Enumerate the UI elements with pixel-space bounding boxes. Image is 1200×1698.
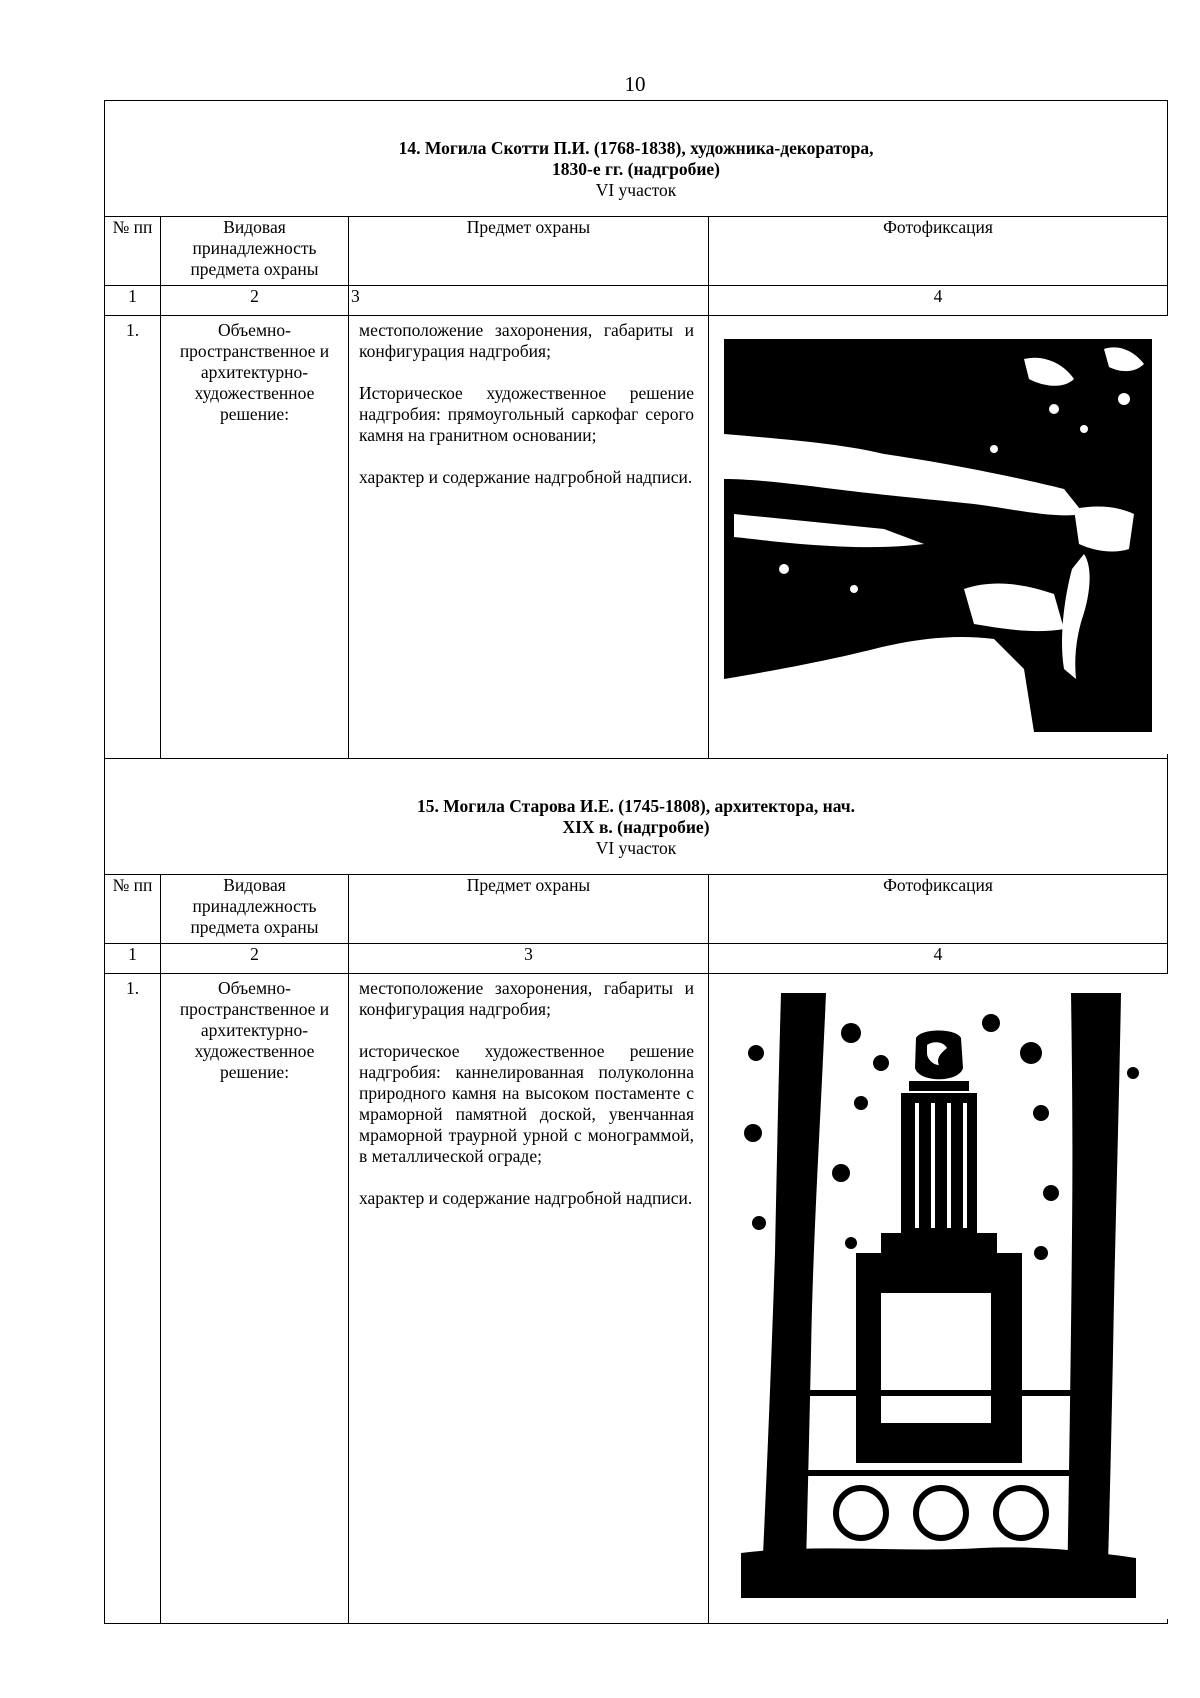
row-kind: Объемно-пространственное и архитектурно-художественное решение: xyxy=(161,316,349,759)
table-row xyxy=(105,316,1168,759)
row-description xyxy=(349,316,709,759)
description-paragraph: местоположение захоронения, габариты и конфигурация надгробия; xyxy=(359,978,694,1019)
description-paragraph: местоположение захоронения, габариты и конфигурация надгробия; xyxy=(359,320,694,361)
entry-title-line2: XIX в. (надгробие) xyxy=(562,817,710,837)
column-header-row xyxy=(105,875,1168,944)
index-cell: 4 xyxy=(709,944,1168,974)
header-num: № пп xyxy=(105,217,161,286)
header-photo: Фотофиксация xyxy=(709,217,1168,286)
index-cell: 2 xyxy=(161,286,349,316)
entry-section: VI участок xyxy=(595,838,677,858)
photo-cell xyxy=(709,316,1168,759)
description-paragraph: историческое художественное решение надгробия: каннелированная полуколонна природного камня на высоком постаменте с мраморной памятной доской, увенчанная мраморной траурной урной с монограммой, в металлической ограде; xyxy=(359,1041,694,1166)
index-cell: 3 xyxy=(349,944,709,974)
entry-title-line1: 14. Могила Скотти П.И. (1768-1838), художника-декоратора, xyxy=(398,138,874,158)
entry-title-line2: 1830-е гг. (надгробие) xyxy=(552,159,721,179)
column-index-row xyxy=(105,286,1168,316)
table-row xyxy=(105,974,1168,1624)
header-num: № пп xyxy=(105,875,161,944)
header-kind: Видовая принадлежность предмета охраны xyxy=(161,875,349,944)
entry-title-line1: 15. Могила Старова И.Е. (1745-1808), архитектора, нач. xyxy=(417,796,855,816)
description-paragraph: характер и содержание надгробной надписи. xyxy=(359,467,693,487)
grave-photo-scotti xyxy=(709,316,1168,754)
entry-heading xyxy=(105,759,1168,875)
index-cell: 2 xyxy=(161,944,349,974)
header-subject: Предмет охраны xyxy=(349,217,709,286)
description-paragraph: Историческое художественное решение надгробия: прямоугольный саркофаг серого камня на гранитном основании; xyxy=(359,383,694,445)
row-description xyxy=(349,974,709,1624)
column-index-row xyxy=(105,944,1168,974)
protection-table xyxy=(104,100,1168,1624)
row-number: 1. xyxy=(105,974,161,1624)
index-cell: 3 xyxy=(349,286,709,316)
index-cell: 4 xyxy=(709,286,1168,316)
page-number: 10 xyxy=(624,72,646,96)
photo-cell xyxy=(709,974,1168,1624)
index-cell: 1 xyxy=(105,286,161,316)
entry-section: VI участок xyxy=(595,180,677,200)
description-paragraph: характер и содержание надгробной надписи. xyxy=(359,1188,693,1208)
grave-photo-starov xyxy=(709,974,1168,1619)
column-header-row xyxy=(105,217,1168,286)
header-subject: Предмет охраны xyxy=(349,875,709,944)
entry-heading xyxy=(105,101,1168,217)
header-photo: Фотофиксация xyxy=(709,875,1168,944)
index-cell: 1 xyxy=(105,944,161,974)
header-kind: Видовая принадлежность предмета охраны xyxy=(161,217,349,286)
row-number: 1. xyxy=(105,316,161,759)
row-kind: Объемно-пространственное и архитектурно-художественное решение: xyxy=(161,974,349,1624)
